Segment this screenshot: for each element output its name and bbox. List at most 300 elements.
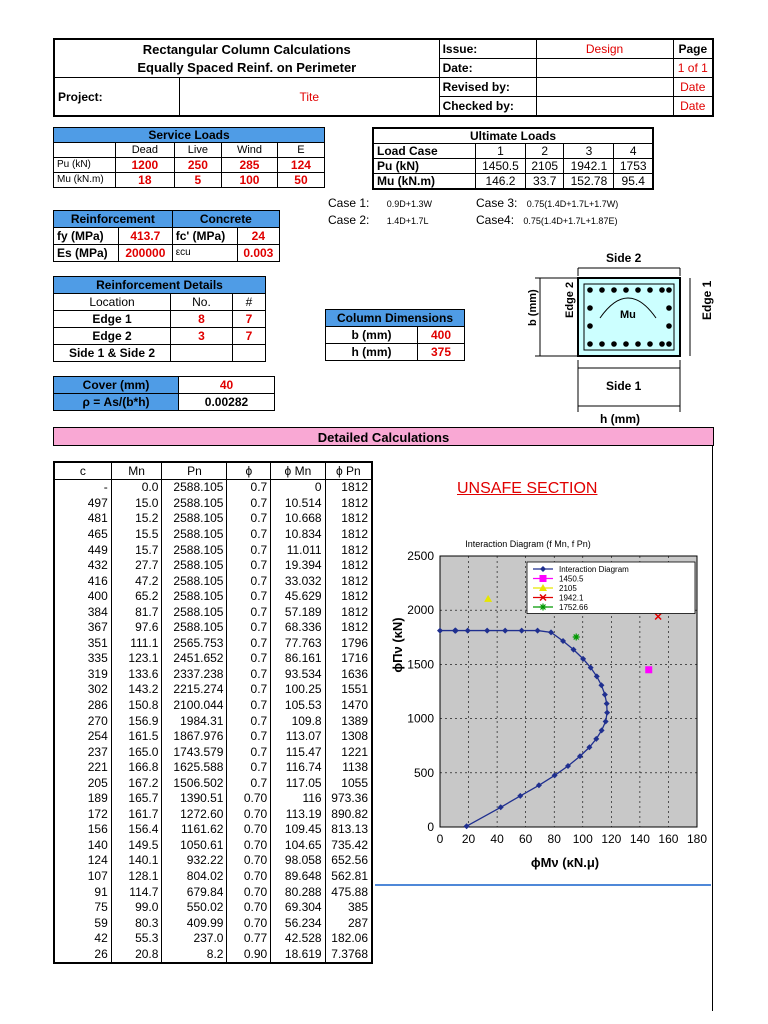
table-row <box>54 775 372 791</box>
x-tick-label: 140 <box>629 832 650 846</box>
table-cell: 497 <box>54 495 111 511</box>
service-cell: 5 <box>174 173 221 188</box>
service-loads-table <box>53 127 325 188</box>
table-cell: 0.70 <box>227 884 271 900</box>
data-point <box>645 666 652 673</box>
side-2-label: Side 2 <box>606 251 642 265</box>
cover-table <box>53 376 275 411</box>
table-cell: 59 <box>54 915 111 931</box>
table-cell: 890.82 <box>325 806 372 822</box>
edge-2-label: Edge 2 <box>564 281 576 318</box>
es-value: 200000 <box>119 245 173 262</box>
x-tick-label: 40 <box>490 832 504 846</box>
rho-value: 0.00282 <box>179 394 275 411</box>
rebar-icon <box>666 287 672 293</box>
table-cell: 27.7 <box>111 557 162 573</box>
legend-label: 1942.1 <box>559 593 584 603</box>
table-cell: 319 <box>54 666 111 682</box>
location-cell: Side 1 & Side 2 <box>54 345 171 362</box>
table-cell: 0.7 <box>227 495 271 511</box>
table-cell: 109.8 <box>271 713 325 729</box>
table-cell: 2588.105 <box>162 588 227 604</box>
table-cell: 117.05 <box>271 775 325 791</box>
no-cell: 3 <box>171 328 233 345</box>
ultimate-row-label: Pu (kN) <box>373 159 476 174</box>
case-number: 2 <box>525 144 564 159</box>
bar-cell: 7 <box>232 328 265 345</box>
table-cell: 0.0 <box>111 479 162 495</box>
y-tick-label: 1500 <box>407 657 434 672</box>
table-cell: 55.3 <box>111 930 162 946</box>
section-status: UNSAFE SECTION <box>457 480 598 497</box>
y-tick-label: 2500 <box>407 549 434 563</box>
location-cell: Edge 1 <box>54 311 171 328</box>
table-cell: 0.70 <box>227 899 271 915</box>
table-row <box>54 790 372 806</box>
table-cell: 254 <box>54 728 111 744</box>
table-cell: 237.0 <box>162 930 227 946</box>
table-row <box>54 806 372 822</box>
ultimate-cell: 1942.1 <box>564 159 614 174</box>
date-value <box>536 59 673 78</box>
rebar-icon <box>635 287 641 293</box>
table-cell: 0.7 <box>227 526 271 542</box>
table-cell: 286 <box>54 697 111 713</box>
table-row <box>54 573 372 589</box>
rebar-icon <box>659 341 665 347</box>
table-cell: 2588.105 <box>162 511 227 527</box>
edge-1-label: Edge 1 <box>700 280 714 320</box>
table-cell: 0.70 <box>227 837 271 853</box>
table-cell: 1812 <box>325 511 372 527</box>
table-cell: 0.7 <box>227 479 271 495</box>
table-cell: 652.56 <box>325 853 372 869</box>
table-cell: 166.8 <box>111 759 162 775</box>
table-cell: 2337.238 <box>162 666 227 682</box>
service-col-wind: Wind <box>222 143 278 158</box>
materials-table <box>53 210 280 262</box>
table-cell: 237 <box>54 744 111 760</box>
x-tick-label: 160 <box>658 832 679 846</box>
moment-label: Mu <box>620 309 636 321</box>
calculation-table-body <box>54 479 372 962</box>
table-cell: 1812 <box>325 573 372 589</box>
ultimate-cell: 2105 <box>525 159 564 174</box>
table-row <box>54 495 372 511</box>
case-note-formula: 0.75(1.4D+1.7L+1.7W) <box>526 199 619 209</box>
table-cell: 1308 <box>325 728 372 744</box>
page-label: Page <box>673 39 713 59</box>
issue-label: Issue: <box>439 39 536 59</box>
case-note-3 <box>476 196 618 210</box>
legend-label: 1752.66 <box>559 603 588 612</box>
col-mn: Mn <box>111 462 162 479</box>
table-row <box>54 853 372 869</box>
table-cell: 0.7 <box>227 713 271 729</box>
case-note-formula: 0.9D+1.3W <box>386 199 432 209</box>
table-cell: 1812 <box>325 542 372 558</box>
table-cell: 45.629 <box>271 588 325 604</box>
y-tick-label: 500 <box>413 765 434 780</box>
service-cell: 124 <box>277 158 324 173</box>
table-cell: 99.0 <box>111 899 162 915</box>
rebar-icon <box>587 287 593 293</box>
table-cell: 385 <box>325 899 372 915</box>
service-row-label: Mu (kN.m) <box>54 173 116 188</box>
table-cell: 8.2 <box>162 946 227 963</box>
revised-label: Revised by: <box>439 78 536 97</box>
table-cell: 0.7 <box>227 651 271 667</box>
table-cell: 481 <box>54 511 111 527</box>
service-cell: 250 <box>174 158 221 173</box>
table-cell: 384 <box>54 604 111 620</box>
checked-label: Checked by: <box>439 97 536 117</box>
fc-label: fc' (MPa) <box>172 228 237 245</box>
table-cell: 1812 <box>325 588 372 604</box>
legend-label: 1450.5 <box>559 574 584 584</box>
rho-label: ρ = As/(b*h) <box>54 394 179 411</box>
table-row <box>54 868 372 884</box>
es-label: Es (MPa) <box>54 245 119 262</box>
table-cell: 1221 <box>325 744 372 760</box>
table-cell: 1050.61 <box>162 837 227 853</box>
table-cell: 114.7 <box>111 884 162 900</box>
table-cell: 0.7 <box>227 697 271 713</box>
data-point <box>540 575 547 582</box>
table-cell: 0.7 <box>227 666 271 682</box>
table-row <box>54 744 372 760</box>
table-cell: 416 <box>54 573 111 589</box>
table-cell: 205 <box>54 775 111 791</box>
y-tick-label: 1000 <box>407 711 434 726</box>
x-tick-label: 180 <box>686 832 708 846</box>
table-cell: 156.9 <box>111 713 162 729</box>
table-cell: - <box>54 479 111 495</box>
table-cell: 100.25 <box>271 682 325 698</box>
table-cell: 33.032 <box>271 573 325 589</box>
table-row <box>54 666 372 682</box>
data-point <box>540 604 547 611</box>
b-dimension-label: b (mm) <box>527 289 539 326</box>
rebar-icon <box>587 341 593 347</box>
table-cell: 89.648 <box>271 868 325 884</box>
table-cell: 0.7 <box>227 511 271 527</box>
revised-value <box>536 78 673 97</box>
table-cell: 0.70 <box>227 915 271 931</box>
table-cell: 15.5 <box>111 526 162 542</box>
table-cell: 351 <box>54 635 111 651</box>
table-cell: 735.42 <box>325 837 372 853</box>
date-label: Date: <box>439 59 536 78</box>
table-cell: 165.7 <box>111 790 162 806</box>
rebar-icon <box>659 287 665 293</box>
ultimate-loads-table <box>372 127 654 190</box>
load-case-label: Load Case <box>373 144 476 159</box>
table-row <box>54 946 372 963</box>
service-col-live: Live <box>174 143 221 158</box>
legend-label: 2105 <box>559 584 577 593</box>
table-row <box>54 542 372 558</box>
table-cell: 113.19 <box>271 806 325 822</box>
table-cell: 128.1 <box>111 868 162 884</box>
case-number: 3 <box>564 144 614 159</box>
ultimate-cell: 152.78 <box>564 174 614 190</box>
page-right-border <box>712 446 713 1011</box>
ultimate-cell: 95.4 <box>614 174 653 190</box>
table-row <box>54 635 372 651</box>
y-tick-label: 2000 <box>407 603 434 618</box>
ultimate-cell: 1753 <box>614 159 653 174</box>
table-cell: 91 <box>54 884 111 900</box>
x-tick-label: 120 <box>601 832 622 846</box>
no-header: No. <box>171 294 233 311</box>
y-tick-label: 0 <box>427 820 434 834</box>
table-cell: 0.90 <box>227 946 271 963</box>
table-cell: 367 <box>54 619 111 635</box>
table-cell: 19.394 <box>271 557 325 573</box>
case-note-2 <box>328 213 429 227</box>
service-loads-title: Service Loads <box>54 128 325 143</box>
issue-value: Design <box>536 39 673 59</box>
table-cell: 10.514 <box>271 495 325 511</box>
table-cell: 0.7 <box>227 604 271 620</box>
checked-value <box>536 97 673 117</box>
cover-label: Cover (mm) <box>54 377 179 394</box>
table-cell: 804.02 <box>162 868 227 884</box>
table-cell: 1812 <box>325 557 372 573</box>
rebar-icon <box>623 341 629 347</box>
rebar-icon <box>666 341 672 347</box>
table-row <box>54 697 372 713</box>
table-cell: 10.668 <box>271 511 325 527</box>
location-cell: Edge 2 <box>54 328 171 345</box>
x-axis-label: ϕMν (κΝ.μ) <box>530 855 600 870</box>
no-cell <box>171 345 233 362</box>
table-cell: 1812 <box>325 619 372 635</box>
column-section-diagram <box>520 248 720 428</box>
service-cell: 1200 <box>116 158 175 173</box>
rebar-icon <box>599 341 605 347</box>
case-note-label: Case4: <box>476 213 515 227</box>
table-cell: 2588.105 <box>162 619 227 635</box>
col-phi: ϕ <box>227 462 271 479</box>
table-cell: 1389 <box>325 713 372 729</box>
table-row <box>54 682 372 698</box>
table-cell: 75 <box>54 899 111 915</box>
table-cell: 156.4 <box>111 822 162 838</box>
table-cell: 111.1 <box>111 635 162 651</box>
fy-label: fy (MPa) <box>54 228 119 245</box>
data-point <box>573 634 580 641</box>
table-cell: 1743.579 <box>162 744 227 760</box>
table-cell: 449 <box>54 542 111 558</box>
rebar-icon <box>666 305 672 311</box>
table-row <box>54 884 372 900</box>
table-cell: 1867.976 <box>162 728 227 744</box>
table-row <box>54 588 372 604</box>
table-row <box>54 619 372 635</box>
table-row <box>54 822 372 838</box>
table-cell: 1138 <box>325 759 372 775</box>
h-label: h (mm) <box>326 344 418 361</box>
table-cell: 107 <box>54 868 111 884</box>
x-tick-label: 80 <box>547 832 561 846</box>
table-cell: 57.189 <box>271 604 325 620</box>
table-cell: 409.99 <box>162 915 227 931</box>
table-cell: 1161.62 <box>162 822 227 838</box>
side-1-label: Side 1 <box>606 379 642 393</box>
table-cell: 0.70 <box>227 790 271 806</box>
h-dimension-label: h (mm) <box>600 412 640 426</box>
table-cell: 42 <box>54 930 111 946</box>
table-cell: 0.77 <box>227 930 271 946</box>
table-cell: 20.8 <box>111 946 162 963</box>
table-cell: 143.2 <box>111 682 162 698</box>
table-cell: 1796 <box>325 635 372 651</box>
table-cell: 1812 <box>325 526 372 542</box>
b-value: 400 <box>418 327 465 344</box>
ecu-label: εcu <box>172 245 237 262</box>
table-cell: 123.1 <box>111 651 162 667</box>
table-cell: 182.06 <box>325 930 372 946</box>
table-cell: 7.3768 <box>325 946 372 963</box>
table-cell: 18.619 <box>271 946 325 963</box>
chart-title: Interaction Diagram (f Mn, f Pn) <box>465 539 591 549</box>
table-cell: 2588.105 <box>162 495 227 511</box>
table-row <box>54 837 372 853</box>
table-cell: 475.88 <box>325 884 372 900</box>
column-dimensions-title: Column Dimensions <box>326 310 465 327</box>
table-cell: 302 <box>54 682 111 698</box>
table-cell: 140.1 <box>111 853 162 869</box>
rebar-icon <box>647 287 653 293</box>
case-number: 1 <box>476 144 526 159</box>
table-cell: 81.7 <box>111 604 162 620</box>
revised-date: Date <box>673 78 713 97</box>
x-tick-label: 100 <box>572 832 593 846</box>
x-tick-label: 0 <box>436 832 444 846</box>
table-row <box>54 511 372 527</box>
table-row <box>54 899 372 915</box>
table-cell: 813.13 <box>325 822 372 838</box>
location-header: Location <box>54 294 171 311</box>
table-cell: 161.5 <box>111 728 162 744</box>
table-cell: 0.7 <box>227 573 271 589</box>
table-cell: 1812 <box>325 604 372 620</box>
table-cell: 26 <box>54 946 111 963</box>
table-cell: 149.5 <box>111 837 162 853</box>
table-cell: 93.534 <box>271 666 325 682</box>
table-cell: 161.7 <box>111 806 162 822</box>
project-value: Tite <box>180 78 440 117</box>
table-cell: 562.81 <box>325 868 372 884</box>
table-cell: 113.07 <box>271 728 325 744</box>
bar-cell <box>232 345 265 362</box>
case-note-label: Case 2: <box>328 213 370 227</box>
table-cell: 0.7 <box>227 728 271 744</box>
chart-legend <box>527 562 695 614</box>
service-row-label: Pu (kN) <box>54 158 116 173</box>
calculation-table <box>53 461 373 964</box>
service-cell: 285 <box>222 158 278 173</box>
cover-value: 40 <box>179 377 275 394</box>
ultimate-loads-title: Ultimate Loads <box>373 128 653 144</box>
case-note-formula: 0.75(1.4D+1.7L+1.87E) <box>523 216 618 226</box>
table-cell: 0.7 <box>227 542 271 558</box>
table-cell: 679.84 <box>162 884 227 900</box>
service-cell: 18 <box>116 173 175 188</box>
ultimate-cell: 146.2 <box>476 174 526 190</box>
case-note-formula: 1.4D+1.7L <box>386 216 429 226</box>
b-label: b (mm) <box>326 327 418 344</box>
case-number: 4 <box>614 144 653 159</box>
table-cell: 1636 <box>325 666 372 682</box>
service-col-e: E <box>277 143 324 158</box>
table-cell: 1390.51 <box>162 790 227 806</box>
table-cell: 0.7 <box>227 744 271 760</box>
case-note-1 <box>328 196 432 210</box>
y-axis-label: ϕΠν (κΝ) <box>390 617 405 673</box>
detailed-calculations-title: Detailed Calculations <box>317 430 450 445</box>
table-row <box>54 930 372 946</box>
table-cell: 465 <box>54 526 111 542</box>
table-cell: 189 <box>54 790 111 806</box>
table-cell: 15.0 <box>111 495 162 511</box>
table-cell: 98.058 <box>271 853 325 869</box>
table-cell: 1716 <box>325 651 372 667</box>
table-cell: 10.834 <box>271 526 325 542</box>
no-cell: 8 <box>171 311 233 328</box>
interaction-diagram-chart <box>385 530 710 880</box>
table-cell: 69.304 <box>271 899 325 915</box>
table-cell: 11.011 <box>271 542 325 558</box>
table-cell: 150.8 <box>111 697 162 713</box>
x-tick-label: 20 <box>461 832 476 846</box>
table-cell: 2100.044 <box>162 697 227 713</box>
table-cell: 42.528 <box>271 930 325 946</box>
detailed-calculations-banner <box>53 427 714 446</box>
checked-date: Date <box>673 97 713 117</box>
table-row <box>54 728 372 744</box>
table-row <box>54 651 372 667</box>
case-note-label: Case 1: <box>328 196 370 210</box>
table-cell: 47.2 <box>111 573 162 589</box>
rebar-icon <box>587 323 593 329</box>
table-row <box>54 557 372 573</box>
table-row <box>54 526 372 542</box>
title-line-2: Equally Spaced Reinf. on Perimeter <box>137 59 357 75</box>
rebar-icon <box>611 341 617 347</box>
table-cell: 2588.105 <box>162 526 227 542</box>
table-cell: 1984.31 <box>162 713 227 729</box>
service-cell: 100 <box>222 173 278 188</box>
legend-label: Interaction Diagram <box>559 565 629 574</box>
ultimate-row-label: Mu (kN.m) <box>373 174 476 190</box>
table-cell: 68.336 <box>271 619 325 635</box>
table-cell: 1625.588 <box>162 759 227 775</box>
table-cell: 56.234 <box>271 915 325 931</box>
header-table <box>53 38 714 117</box>
table-cell: 0.7 <box>227 682 271 698</box>
table-row <box>54 713 372 729</box>
ultimate-cell: 1450.5 <box>476 159 526 174</box>
col-pn: Pn <box>162 462 227 479</box>
x-tick-label: 60 <box>518 832 533 846</box>
h-value: 375 <box>418 344 465 361</box>
table-cell: 109.45 <box>271 822 325 838</box>
table-cell: 115.47 <box>271 744 325 760</box>
table-cell: 105.53 <box>271 697 325 713</box>
